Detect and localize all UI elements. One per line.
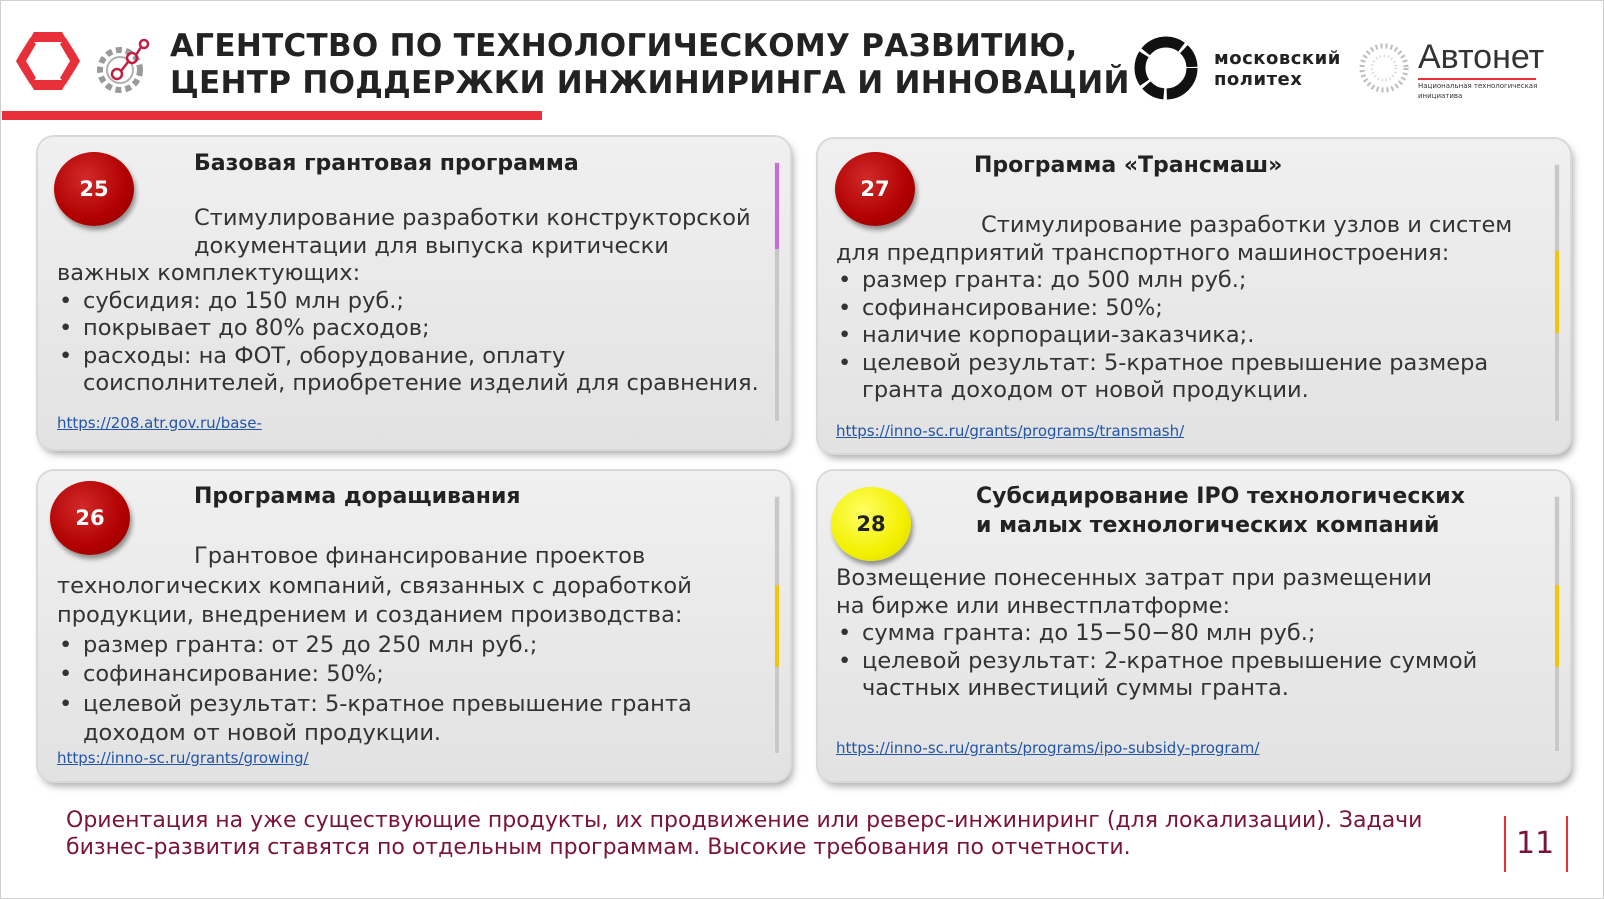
polytech-logo <box>1134 36 1198 100</box>
page-number-bar <box>1566 816 1568 872</box>
page-title <box>170 28 1130 102</box>
program-number-badge: 26 <box>50 481 130 555</box>
program-link[interactable]: https://inno-sc.ru/grants/programs/ipo-subsidy-program/ <box>836 739 1260 757</box>
list-item: • целевой результат: 5-кратное превышение гранта <box>57 690 692 720</box>
card-scrollbar[interactable] <box>1554 496 1560 752</box>
avtonet-dots-logo <box>1355 38 1413 98</box>
program-title: Субсидирование IPO технологических и малых технологических компаний <box>976 484 1465 538</box>
card-scrollbar[interactable] <box>774 496 780 754</box>
program-number-badge: 25 <box>54 152 134 226</box>
atr-hexagon-logo <box>14 30 82 92</box>
program-link[interactable]: https://208.atr.gov.ru/base- <box>57 414 262 432</box>
program-title: Базовая грантовая программа <box>194 151 579 176</box>
avtonet-name: Автонет <box>1418 38 1545 76</box>
program-number-badge: 28 <box>831 487 911 561</box>
list-item: • сумма гранта: до 15−50−80 млн руб.; <box>836 620 1477 648</box>
list-item-continuation: доходом от новой продукции. <box>83 720 442 746</box>
list-item: • субсидия: до 150 млн руб.; <box>57 288 759 316</box>
list-item: • наличие корпорации-заказчика;. <box>836 322 1512 350</box>
page-title-line1: АГЕНТСТВО ПО ТЕХНОЛОГИЧЕСКОМУ РАЗВИТИЮ, <box>170 28 1078 64</box>
polytech-name: московский политех <box>1214 48 1341 90</box>
list-item-continuation: соисполнителей, приобретение изделий для сравнения. <box>83 370 759 396</box>
program-description: Стимулирование разработки конструкторской документации для выпуска критически важных комплектующих: • субсидия: до 150 млн руб.; • покрывает до 80% расходов; • расходы: на ФОТ, оборудование, оплату соисполнителей, приобретение изделий для сравнения. <box>57 205 759 398</box>
list-item-continuation: частных инвестиций суммы гранта. <box>862 675 1289 701</box>
program-description: Стимулирование разработки узлов и систем для предприятий транспортного машиностроения: • размер гранта: до 500 млн руб.; • софинансирование: 50%; • наличие корпорации-заказчика;. • целевой результат: 5-кратное превышение размера гранта доходом от новой продукции. <box>836 212 1512 405</box>
program-description: Возмещение понесенных затрат при размещении на бирже или инвестплатформе: • сумма гранта: до 15−50−80 млн руб.; • целевой результат: 2-кратное превышение суммой частных инвестиций суммы гранта. <box>836 565 1477 703</box>
program-title: Программа «Трансмаш» <box>974 153 1283 178</box>
program-link[interactable]: https://inno-sc.ru/grants/programs/transmash/ <box>836 422 1185 440</box>
page-number: 11 <box>1516 826 1555 861</box>
card-scrollbar[interactable] <box>774 162 780 422</box>
list-item: • целевой результат: 2-кратное превышение суммой <box>836 648 1477 676</box>
list-item: • целевой результат: 5-кратное превышение размера <box>836 350 1512 378</box>
avtonet-underline <box>1418 78 1536 80</box>
header-accent-bar <box>2 111 542 120</box>
list-item: • размер гранта: до 500 млн руб.; <box>836 267 1512 295</box>
list-item: • расходы: на ФОТ, оборудование, оплату <box>57 343 759 371</box>
list-item: • софинансирование: 50%; <box>836 295 1512 323</box>
footer-note: Ориентация на уже существующие продукты, их продвижение или реверс-инжиниринг (для локализации). Задачи бизнес-развития ставятся по отдельным программам. Высокие требования по отчетности. <box>66 808 1423 860</box>
page-number-divider <box>1504 816 1506 872</box>
card-scrollbar[interactable] <box>1554 164 1560 422</box>
program-title: Программа доращивания <box>194 484 521 509</box>
program-link[interactable]: https://inno-sc.ru/grants/growing/ <box>57 749 309 767</box>
page-title-line2: ЦЕНТР ПОДДЕРЖКИ ИНЖИНИРИНГА И ИННОВАЦИЙ <box>170 65 1130 101</box>
list-item-continuation: гранта доходом от новой продукции. <box>862 377 1309 403</box>
list-item: • софинансирование: 50%; <box>57 660 692 690</box>
avtonet-subtitle: Национальная технологическая инициатива <box>1418 82 1538 100</box>
list-item: • покрывает до 80% расходов; <box>57 315 759 343</box>
list-item: • размер гранта: от 25 до 250 млн руб.; <box>57 631 692 661</box>
gear-icon <box>92 30 154 98</box>
program-description: Грантовое финансирование проектов технологических компаний, связанных с доработкой продукции, внедрением и созданием производства: • размер гранта: от 25 до 250 млн руб.; • софинансирование: 50%; • целевой результат: 5-кратное превышение гранта доходом от новой продукции. <box>57 542 692 749</box>
program-number-badge: 27 <box>835 152 915 226</box>
